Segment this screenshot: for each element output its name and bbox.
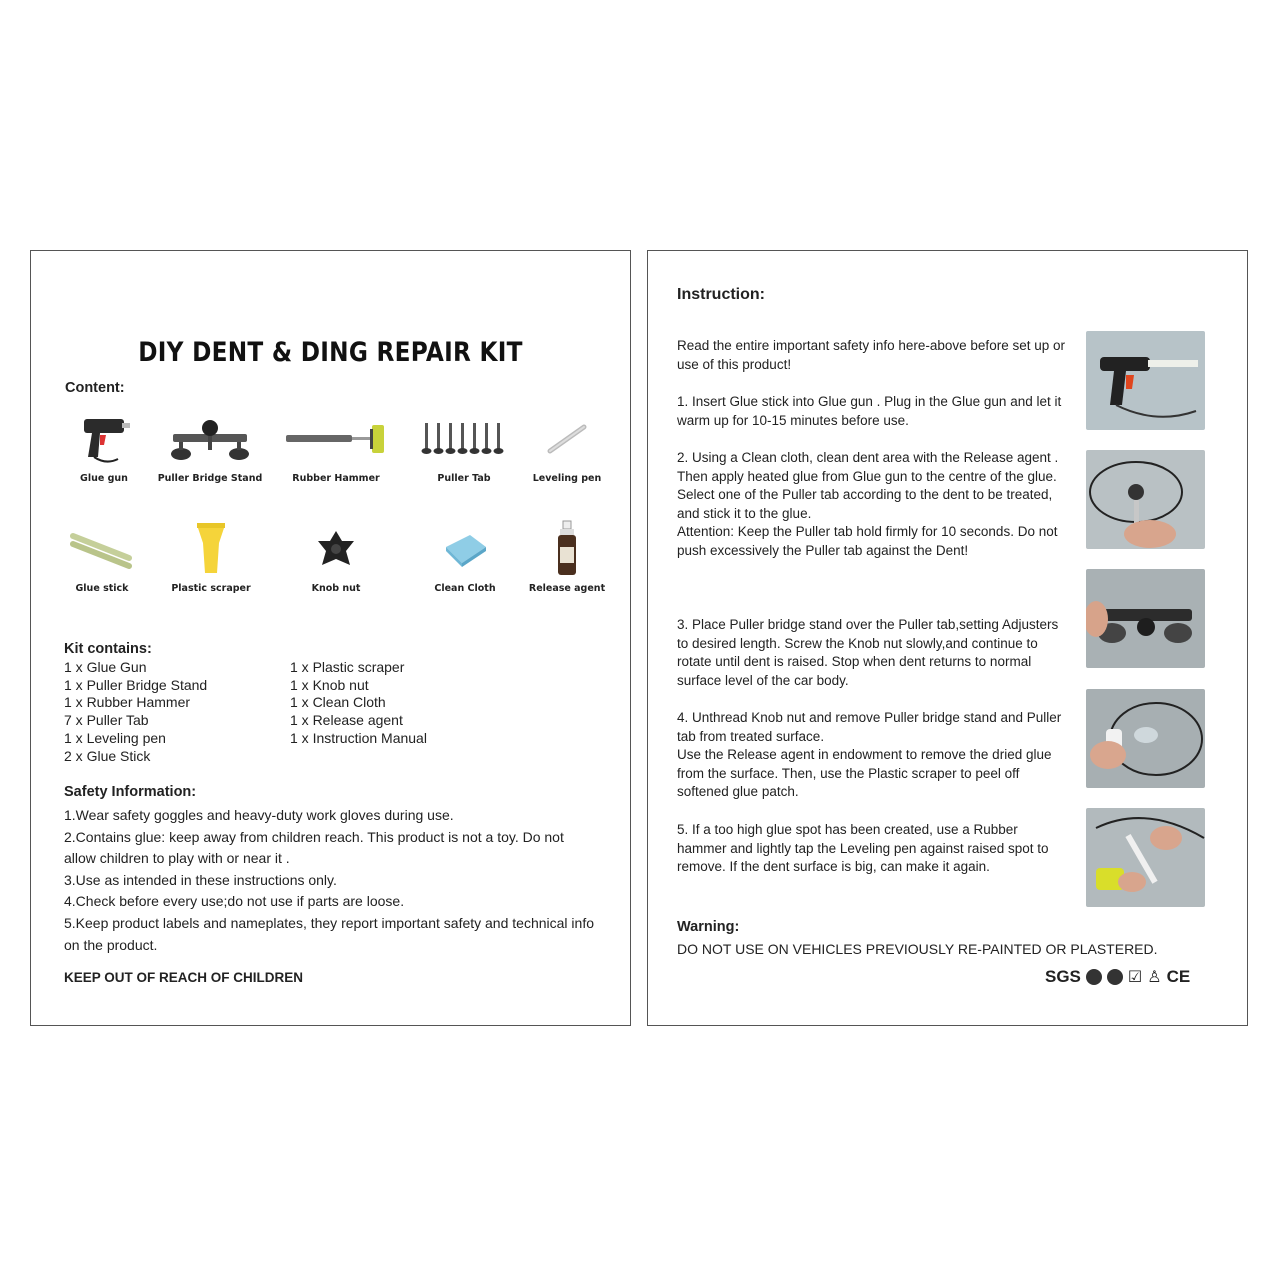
- item-label: Plastic scraper: [171, 583, 251, 594]
- item-glue-stick: [47, 521, 157, 594]
- kit-list-item: 1 x Plastic scraper: [290, 659, 405, 675]
- item-label: Clean Cloth: [434, 583, 496, 594]
- content-label: Content:: [65, 380, 125, 396]
- instruction-heading: Instruction:: [677, 286, 765, 303]
- product-content-panel: [30, 250, 631, 1026]
- item-knob-nut: [281, 521, 391, 594]
- checkmark-icon: ☑: [1127, 969, 1143, 986]
- rubber-hammer-icon: [281, 411, 391, 467]
- item-label: Knob nut: [311, 583, 361, 594]
- glue-gun-icon: [49, 411, 159, 467]
- instruction-step-2: 2. Using a Clean cloth, clean dent area with the Release agent . Then apply heated glue from Glue gun to the centre of the glue. Select one of the Puller tab according to the dent to be treated, and stick it to the glue. Attention: Keep the Puller tab hold firmly for 10 seconds. Do not push excessively the Puller tab against the Dent!: [677, 450, 1059, 558]
- item-rubber-hammer: [281, 411, 391, 484]
- sgs-logo: SGS: [1045, 967, 1081, 986]
- kit-list-item: 7 x Puller Tab: [64, 712, 149, 729]
- kit-list-item: 1 x Glue Gun: [64, 659, 147, 675]
- item-puller-tab: [409, 411, 519, 484]
- item-label: Release agent: [528, 583, 606, 594]
- iso-icon: [1107, 969, 1123, 985]
- kit-list-item: 2 x Glue Stick: [64, 747, 151, 764]
- safety-heading: Safety Information:: [64, 784, 197, 800]
- item-puller-bridge-stand: [155, 411, 265, 484]
- clean-cloth-icon: [410, 521, 520, 577]
- kit-list-column-2: [290, 659, 427, 748]
- step-1-photo: [1086, 331, 1205, 430]
- item-label: Glue gun: [80, 473, 128, 484]
- item-glue-gun: [49, 411, 159, 484]
- item-label: Puller Bridge Stand: [157, 473, 263, 484]
- item-clean-cloth: [410, 521, 520, 594]
- knob-nut-icon: [281, 521, 391, 577]
- instruction-step-5: 5. If a too high glue spot has been created, use a Rubber hammer and lightly tap the Leveling pen against raised spot to remove. If the dent surface is big, can make it again.: [677, 822, 1049, 875]
- kit-list-column-1: [64, 659, 207, 765]
- keep-out-notice: KEEP OUT OF REACH OF CHILDREN: [64, 970, 304, 985]
- ce-logo: CE: [1166, 967, 1191, 986]
- kit-title: DIY DENT & DING REPAIR KIT: [138, 337, 523, 368]
- item-release-agent: [512, 521, 622, 594]
- kit-contains-heading: Kit contains:: [64, 641, 152, 657]
- instruction-step-1: 1. Insert Glue stick into Glue gun . Plug in the Glue gun and let it warm up for 10-15 minutes before use.: [677, 394, 1062, 428]
- step-4-photo: [1086, 689, 1205, 788]
- kit-list-item: 1 x Instruction Manual: [290, 729, 427, 746]
- item-leveling-pen: [512, 411, 622, 484]
- kit-list-item: 1 x Knob nut: [290, 676, 369, 693]
- instruction-panel: [647, 250, 1248, 1026]
- item-plastic-scraper: [156, 521, 266, 594]
- safety-item: 4.Check before every use;do not use if parts are loose.: [64, 893, 405, 910]
- item-label: Leveling pen: [532, 473, 602, 484]
- warning-heading: Warning:: [677, 919, 740, 935]
- kit-list-item: 1 x Puller Bridge Stand: [64, 676, 208, 693]
- release-agent-icon: [512, 521, 622, 577]
- safety-item: 2.Contains glue: keep away from children reach. This product is not a toy. Do not allow children to play with or near it .: [64, 828, 564, 867]
- leveling-pen-icon: [512, 411, 622, 467]
- glue-stick-icon: [47, 521, 157, 577]
- instruction-step-4: 4. Unthread Knob nut and remove Puller bridge stand and Puller tab from treated surface. Use the Release agent in endowment to remove the dried glue from the surface. Then, use the Plastic scraper to peel off softened glue patch.: [677, 710, 1062, 800]
- item-label: Puller Tab: [437, 473, 491, 484]
- puller-tab-icon: [409, 411, 519, 467]
- kit-list-item: 1 x Rubber Hammer: [64, 694, 191, 711]
- safety-item: 5.Keep product labels and nameplates, they report important safety and technical info on the product.: [64, 914, 594, 953]
- certified-person-icon: ♙: [1147, 969, 1162, 986]
- step-3-photo: [1086, 569, 1205, 668]
- recycle-icon: [1086, 969, 1102, 985]
- certification-logos: [1045, 967, 1190, 987]
- puller-bridge-stand-icon: [155, 411, 265, 467]
- step-2-photo: [1086, 450, 1205, 549]
- instruction-step-3: 3. Place Puller bridge stand over the Puller tab,setting Adjusters to desired length. Screw the Knob nut slowly,and continue to rotate until dent is raised. Stop when dent returns to normal surface level of the car body.: [677, 617, 1059, 688]
- warning-text: DO NOT USE ON VEHICLES PREVIOUSLY RE-PAINTED OR PLASTERED.: [677, 941, 1158, 957]
- kit-list-item: 1 x Clean Cloth: [290, 694, 386, 711]
- safety-item: 1.Wear safety goggles and heavy-duty work gloves during use.: [64, 807, 454, 823]
- kit-list-item: 1 x Release agent: [290, 712, 403, 729]
- step-5-photo: [1086, 808, 1205, 907]
- kit-list-item: 1 x Leveling pen: [64, 729, 166, 746]
- plastic-scraper-icon: [156, 521, 266, 577]
- safety-item: 3.Use as intended in these instructions only.: [64, 871, 337, 888]
- safety-list: [64, 805, 599, 956]
- instruction-intro: Read the entire important safety info here-above before set up or use of this product!: [677, 338, 1065, 372]
- item-label: Glue stick: [75, 583, 129, 594]
- item-label: Rubber Hammer: [292, 473, 380, 484]
